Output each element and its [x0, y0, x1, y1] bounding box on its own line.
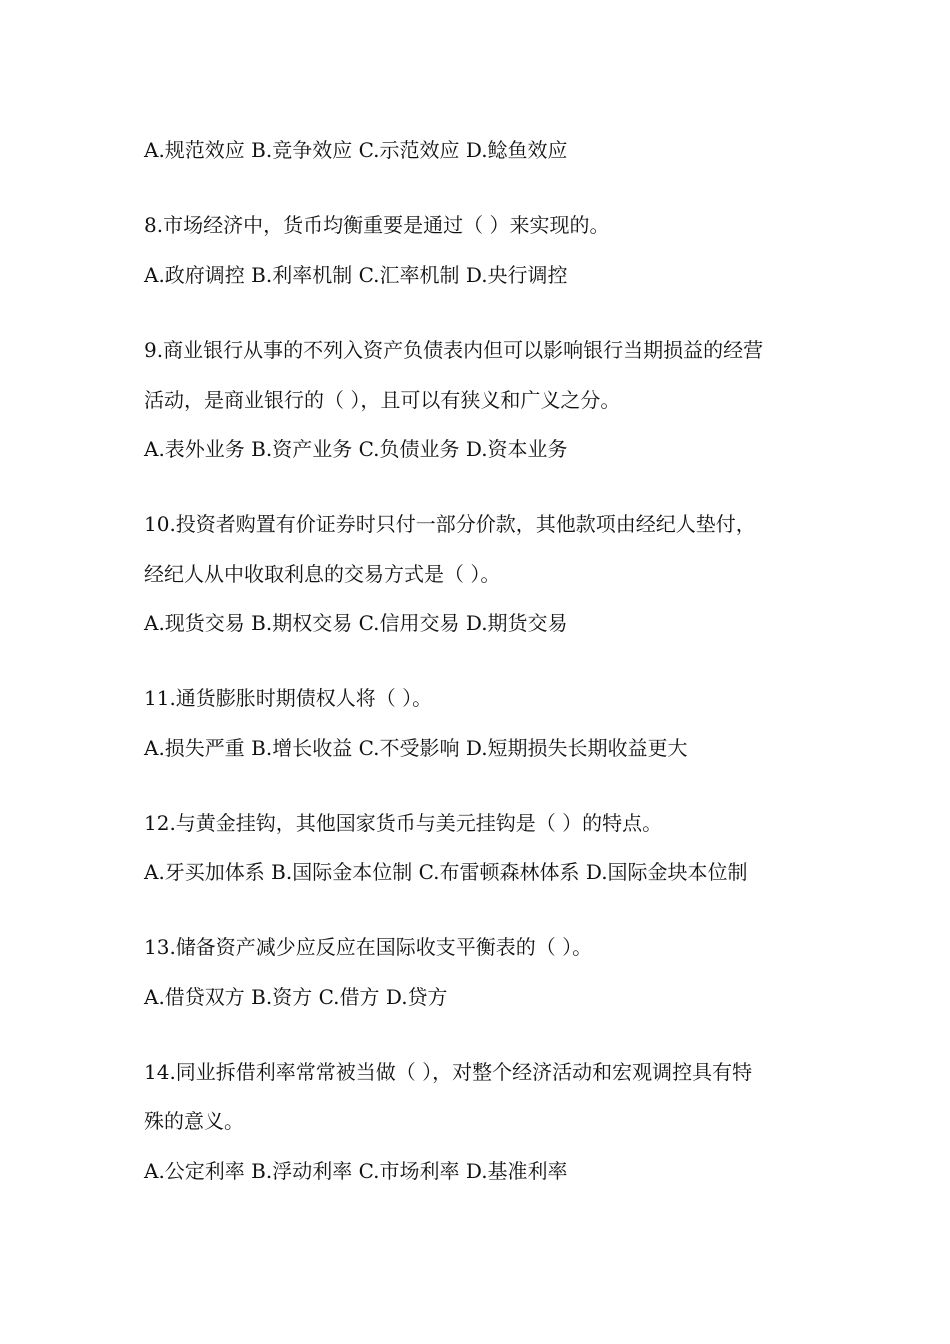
option-line-q14: A.公定利率 B.浮动利率 C.市场利率 D.基准利率 — [144, 1159, 568, 1183]
option-line-q12: A.牙买加体系 B.国际金本位制 C.布雷顿森林体系 D.国际金块本位制 — [144, 860, 748, 884]
option-line-q13: A.借贷双方 B.资方 C.借方 D.贷方 — [144, 985, 448, 1009]
option-line-q8: A.政府调控 B.利率机制 C.汇率机制 D.央行调控 — [144, 263, 568, 287]
option-line-q7: A.规范效应 B.竞争效应 C.示范效应 D.鲶鱼效应 — [144, 138, 568, 162]
question-13: 13.储备资产减少应反应在国际收支平衡表的（ ）。 — [144, 935, 593, 959]
question-12: 12.与黄金挂钩，其他国家货币与美元挂钩是（ ）的特点。 — [144, 811, 663, 835]
question-9-line-2: 活动，是商业银行的（ ），且可以有狭义和广义之分。 — [144, 388, 621, 412]
question-14-line-1: 14.同业拆借利率常常被当做（ ），对整个经济活动和宏观调控具有特 — [144, 1060, 753, 1084]
option-line-q11: A.损失严重 B.增长收益 C.不受影响 D.短期损失长期收益更大 — [144, 736, 688, 760]
question-14-line-2: 殊的意义。 — [144, 1109, 244, 1133]
question-10-line-2: 经纪人从中收取利息的交易方式是（ ）。 — [144, 562, 501, 586]
question-11: 11.通货膨胀时期债权人将（ ）。 — [144, 686, 433, 710]
question-8: 8.市场经济中，货币均衡重要是通过（ ）来实现的。 — [144, 213, 610, 237]
option-line-q10: A.现货交易 B.期权交易 C.信用交易 D.期货交易 — [144, 611, 568, 635]
question-9-line-1: 9.商业银行从事的不列入资产负债表内但可以影响银行当期损益的经营 — [144, 338, 764, 362]
question-10-line-1: 10.投资者购置有价证券时只付一部分价款，其他款项由经纪人垫付， — [144, 512, 756, 536]
option-line-q9: A.表外业务 B.资产业务 C.负债业务 D.资本业务 — [144, 437, 568, 461]
